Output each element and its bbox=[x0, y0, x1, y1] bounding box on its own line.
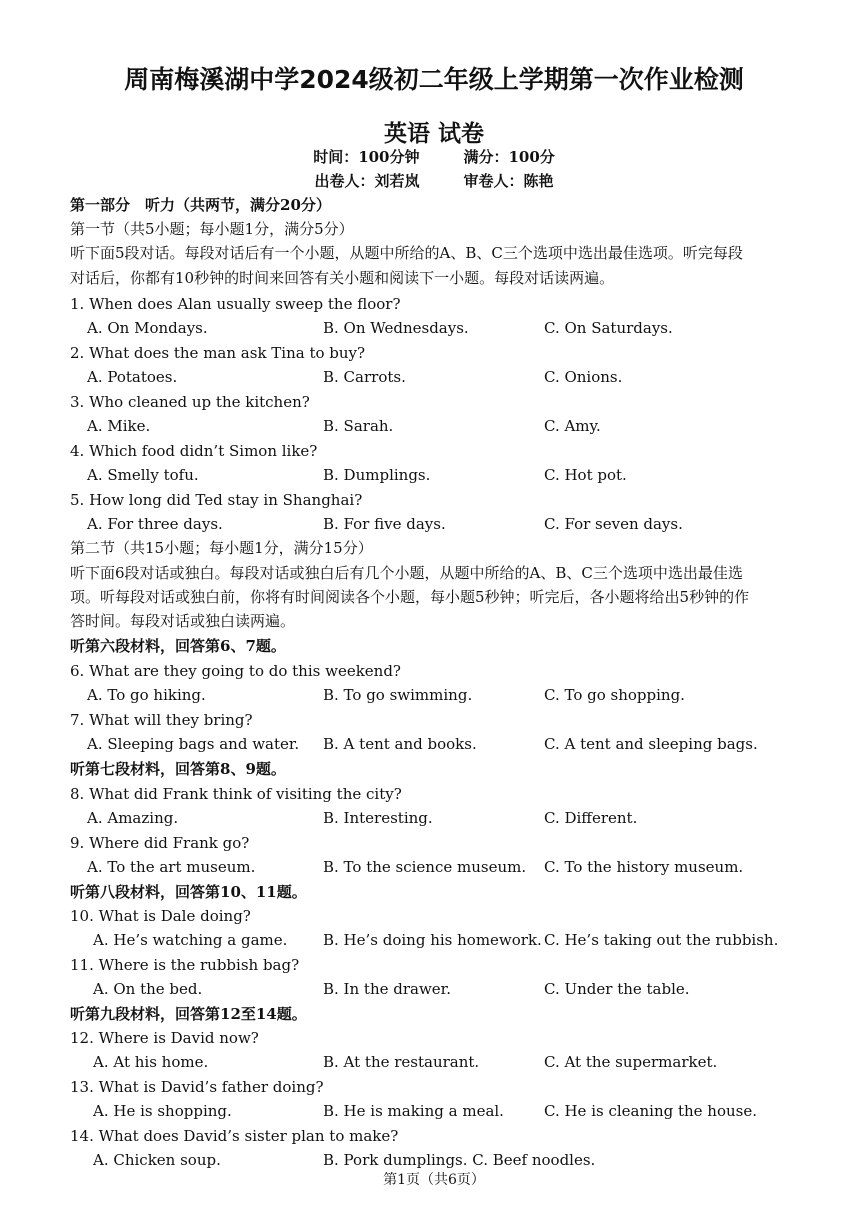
question-8-option-c: C. Different. bbox=[544, 809, 638, 827]
question-11-stem: 11. Where is the rubbish bag? bbox=[70, 956, 300, 974]
question-4-option-b: B. Dumplings. bbox=[323, 466, 431, 484]
question-12-option-b: B. At the restaurant. bbox=[323, 1053, 480, 1071]
question-4-option-a: A. Smelly tofu. bbox=[87, 466, 199, 484]
question-5-option-b: B. For five days. bbox=[323, 515, 446, 533]
question-8-stem: 8. What did Frank think of visiting the city? bbox=[70, 785, 402, 803]
question-3-option-c: C. Amy. bbox=[544, 417, 601, 435]
question-13-option-a: A. He is shopping. bbox=[93, 1102, 232, 1120]
question-8-option-a: A. Amazing. bbox=[87, 809, 179, 827]
exam-meta-author-row bbox=[0, 170, 868, 191]
question-6-option-b: B. To go swimming. bbox=[323, 686, 473, 704]
question-11-option-b: B. In the drawer. bbox=[323, 980, 451, 998]
material-7-heading: 听第七段材料，回答第8、9题。 bbox=[70, 760, 286, 778]
question-1-option-b: B. On Wednesdays. bbox=[323, 319, 469, 337]
question-13-option-c: C. He is cleaning the house. bbox=[544, 1102, 758, 1120]
question-3-stem: 3. Who cleaned up the kitchen? bbox=[70, 393, 310, 411]
exam-title: 周南梅溪湖中学2024级初二年级上学期第一次作业检测 bbox=[124, 65, 744, 94]
exam-time: 时间：100分钟 bbox=[313, 148, 420, 166]
question-3-option-a: A. Mike. bbox=[87, 417, 151, 435]
question-11-option-a: A. On the bed. bbox=[93, 980, 203, 998]
subject-title: 英语 试卷 bbox=[383, 121, 484, 147]
question-2-option-b: B. Carrots. bbox=[323, 368, 406, 386]
question-1-stem: 1. When does Alan usually sweep the floor? bbox=[70, 295, 401, 313]
section2-instruction-1: 听下面6段对话或独白。每段对话或独白后有几个小题，从题中所给的A、B、C三个选项中选出最佳选 bbox=[70, 564, 743, 582]
question-7-option-c: C. A tent and sleeping bags. bbox=[544, 735, 758, 753]
question-5-stem: 5. How long did Ted stay in Shanghai? bbox=[70, 491, 363, 509]
question-6-stem: 6. What are they going to do this weekend? bbox=[70, 662, 401, 680]
question-14-option-b: B. Pork dumplings. C. Beef noodles. bbox=[323, 1151, 596, 1169]
exam-author: 出卷人：刘若岚 bbox=[314, 172, 420, 190]
question-14-option-a: A. Chicken soup. bbox=[93, 1151, 221, 1169]
question-12-stem: 12. Where is David now? bbox=[70, 1029, 259, 1047]
exam-reviewer: 审卷人：陈艳 bbox=[463, 172, 554, 190]
part1-title: 第一部分 听力（共两节，满分20分） bbox=[70, 196, 331, 214]
question-2-option-c: C. Onions. bbox=[544, 368, 623, 386]
question-9-stem: 9. Where did Frank go? bbox=[70, 834, 250, 852]
question-2-option-a: A. Potatoes. bbox=[87, 368, 178, 386]
question-9-option-c: C. To the history museum. bbox=[544, 858, 744, 876]
section1-title: 第一节（共5小题；每小题1分，满分5分） bbox=[70, 220, 354, 238]
section2-instruction-2: 项。听每段对话或独白前，你将有时间阅读各个小题，每小题5秒钟；听完后，各小题将给出5秒钟的作 bbox=[70, 588, 750, 606]
material-8-heading: 听第八段材料，回答第10、11题。 bbox=[70, 883, 307, 901]
question-3-option-b: B. Sarah. bbox=[323, 417, 394, 435]
exam-meta-time-row bbox=[0, 146, 868, 167]
question-6-option-c: C. To go shopping. bbox=[544, 686, 685, 704]
question-12-option-a: A. At his home. bbox=[93, 1053, 209, 1071]
question-7-option-a: A. Sleeping bags and water. bbox=[87, 735, 300, 753]
question-13-stem: 13. What is David’s father doing? bbox=[70, 1078, 324, 1096]
question-12-option-c: C. At the supermarket. bbox=[544, 1053, 718, 1071]
question-8-option-b: B. Interesting. bbox=[323, 809, 433, 827]
question-10-option-a: A. He’s watching a game. bbox=[93, 931, 288, 949]
question-5-option-c: C. For seven days. bbox=[544, 515, 683, 533]
question-10-stem: 10. What is Dale doing? bbox=[70, 907, 251, 925]
page-footer: 第1页（共6页） bbox=[383, 1172, 485, 1188]
question-13-option-b: B. He is making a meal. bbox=[323, 1102, 504, 1120]
question-4-option-c: C. Hot pot. bbox=[544, 466, 627, 484]
question-6-option-a: A. To go hiking. bbox=[87, 686, 206, 704]
section2-instruction-3: 答时间。每段对话或独白读两遍。 bbox=[70, 612, 296, 630]
question-4-stem: 4. Which food didn’t Simon like? bbox=[70, 442, 318, 460]
question-11-option-c: C. Under the table. bbox=[544, 980, 690, 998]
question-7-stem: 7. What will they bring? bbox=[70, 711, 253, 729]
section1-instruction-1: 听下面5段对话。每段对话后有一个小题，从题中所给的A、B、C三个选项中选出最佳选项。听完每段 bbox=[70, 244, 743, 262]
question-9-option-b: B. To the science museum. bbox=[323, 858, 527, 876]
exam-score: 满分：100分 bbox=[463, 148, 555, 166]
question-1-option-c: C. On Saturdays. bbox=[544, 319, 673, 337]
question-1-option-a: A. On Mondays. bbox=[87, 319, 208, 337]
question-5-option-a: A. For three days. bbox=[87, 515, 223, 533]
question-14-stem: 14. What does David’s sister plan to make? bbox=[70, 1127, 399, 1145]
question-10-option-c: C. He’s taking out the rubbish. bbox=[544, 931, 779, 949]
material-6-heading: 听第六段材料，回答第6、7题。 bbox=[70, 637, 286, 655]
material-9-heading: 听第九段材料，回答第12至14题。 bbox=[70, 1005, 307, 1023]
question-7-option-b: B. A tent and books. bbox=[323, 735, 477, 753]
section2-title: 第二节（共15小题；每小题1分，满分15分） bbox=[70, 539, 373, 557]
question-2-stem: 2. What does the man ask Tina to buy? bbox=[70, 344, 366, 362]
question-9-option-a: A. To the art museum. bbox=[87, 858, 256, 876]
question-10-option-b: B. He’s doing his homework. bbox=[323, 931, 542, 949]
section1-instruction-2: 对话后，你都有10秒钟的时间来回答有关小题和阅读下一小题。每段对话读两遍。 bbox=[70, 269, 615, 287]
